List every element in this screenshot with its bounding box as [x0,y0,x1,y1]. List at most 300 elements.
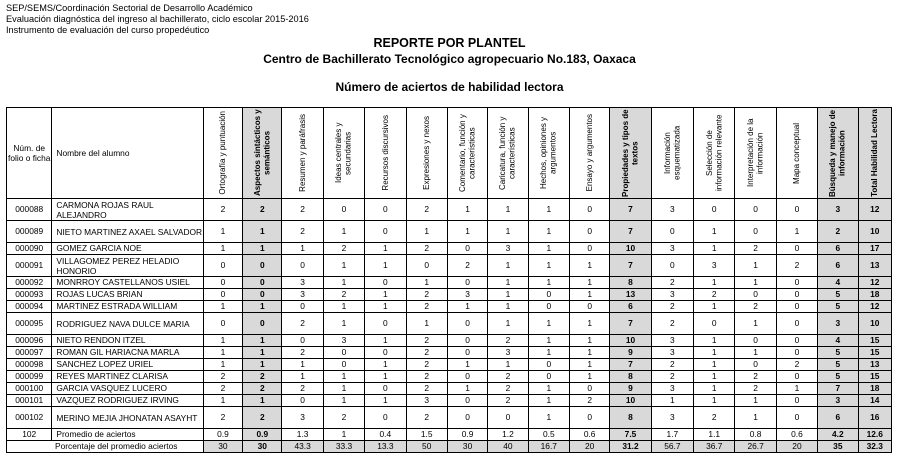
column-header: Ensayo y argumentos [569,108,609,199]
score-cell: 1 [406,221,447,243]
table-row [7,383,892,395]
score-cell: 1 [323,277,364,289]
score-cell: 0 [776,347,817,359]
score-cell: 1 [735,347,776,359]
score-cell: 10 [610,395,651,407]
score-cell: 1 [569,289,609,301]
score-cell: 0 [776,289,817,301]
score-cell: 0 [203,277,242,289]
score-cell: 1 [365,255,406,277]
percentage-cell: 16.7 [528,441,569,453]
score-cell: 4 [818,277,858,289]
score-cell: 1 [243,347,282,359]
score-cell: 2 [243,199,282,221]
score-cell: 2 [735,301,776,313]
average-row [7,429,892,441]
score-cell: 3 [818,199,858,221]
score-cell: 3 [282,277,323,289]
score-cell: 1 [694,221,735,243]
score-cell: 15 [858,371,892,383]
score-cell: 16 [858,407,892,429]
score-cell: 0 [282,335,323,347]
score-cell: 0 [569,301,609,313]
score-cell: 1 [243,395,282,407]
score-cell: 5 [818,347,858,359]
score-cell: 4 [818,335,858,347]
score-cell: 3 [282,407,323,429]
column-header: Comentario, función y características [447,108,487,199]
score-cell: 15 [858,347,892,359]
score-cell: 18 [858,383,892,395]
score-cell: 2 [323,289,364,301]
student-name-cell: MARTINEZ ESTRADA WILLIAM [52,301,203,313]
score-cell: 1 [569,371,609,383]
score-cell: 6 [610,301,651,313]
score-cell: 0 [203,255,242,277]
folio-cell: 000094 [7,301,52,313]
score-cell: 0 [365,347,406,359]
score-cell: 1 [323,255,364,277]
score-cell: 1 [323,371,364,383]
score-cell: 1 [694,359,735,371]
score-cell: 1 [528,335,569,347]
score-cell: 2 [694,289,735,301]
score-cell: 1 [735,407,776,429]
score-cell: 0 [569,243,609,255]
score-cell: 3 [818,313,858,335]
score-cell: 2 [488,371,528,383]
score-cell: 0 [694,313,735,335]
score-cell: 0 [406,255,447,277]
score-cell: 2 [488,383,528,395]
percentage-cell: 31.2 [610,441,651,453]
header-line-3: Instrumento de evaluación del curso propedéutico [6,25,210,35]
score-cell: 0 [365,221,406,243]
score-cell: 15 [858,335,892,347]
table-row [7,313,892,335]
folio-cell: 000093 [7,289,52,301]
average-cell: 0.9 [203,429,242,441]
score-cell: 0 [776,301,817,313]
score-cell: 1 [365,243,406,255]
percentage-row [7,441,892,453]
column-header: Selección de información relevante [694,108,735,199]
score-cell: 6 [818,255,858,277]
score-cell: 0 [447,407,487,429]
table-row [7,301,892,313]
score-cell: 2 [776,255,817,277]
score-cell: 0 [203,313,242,335]
score-cell: 8 [610,407,651,429]
score-cell: 3 [651,199,693,221]
score-cell: 1 [694,347,735,359]
score-cell: 6 [818,407,858,429]
score-cell: 1 [282,371,323,383]
score-cell: 0 [651,221,693,243]
score-cell: 1 [528,243,569,255]
average-cell: 12.6 [858,429,892,441]
score-cell: 3 [323,335,364,347]
score-cell: 6 [818,243,858,255]
score-cell: 0 [365,277,406,289]
score-cell: 2 [406,335,447,347]
score-cell: 2 [203,383,242,395]
score-cell: 1 [735,277,776,289]
score-cell: 1 [365,335,406,347]
score-cell: 5 [818,301,858,313]
score-cell: 1 [488,359,528,371]
score-cell: 0 [282,301,323,313]
score-cell: 5 [818,289,858,301]
table-row [7,347,892,359]
student-name-cell: NIETO RENDON ITZEL [52,335,203,347]
score-cell: 1 [203,359,242,371]
percentage-cell: 20 [569,441,609,453]
column-header: Aspectos sintácticos y semánticos [243,108,282,199]
score-cell: 1 [651,395,693,407]
score-cell: 0 [528,301,569,313]
score-cell: 1 [528,313,569,335]
score-cell: 2 [406,199,447,221]
score-cell: 0 [282,395,323,407]
score-cell: 0 [243,313,282,335]
score-cell: 10 [858,221,892,243]
score-cell: 2 [694,407,735,429]
score-cell: 1 [447,301,487,313]
score-cell: 1 [365,395,406,407]
score-cell: 3 [651,383,693,395]
score-cell: 9 [610,383,651,395]
score-cell: 0 [694,199,735,221]
score-cell: 1 [694,335,735,347]
score-cell: 2 [651,277,693,289]
column-header: Búsqueda y manejo de información [818,108,858,199]
score-cell: 1 [365,359,406,371]
score-cell: 2 [243,407,282,429]
score-cell: 1 [488,199,528,221]
score-cell: 1 [528,255,569,277]
score-cell: 1 [528,221,569,243]
column-header: Ideas centrales y secundarias [323,108,364,199]
score-cell: 3 [651,243,693,255]
score-cell: 3 [406,395,447,407]
score-cell: 3 [651,347,693,359]
score-cell: 2 [488,395,528,407]
table-row [7,395,892,407]
score-cell: 1 [694,383,735,395]
student-name-cell: RODRIGUEZ NAVA DULCE MARIA [52,313,203,335]
score-cell: 2 [406,243,447,255]
score-cell: 2 [406,383,447,395]
percentage-cell: 32.3 [858,441,892,453]
score-cell: 1 [243,335,282,347]
score-cell: 0 [735,199,776,221]
score-cell: 2 [323,407,364,429]
score-cell: 0 [776,243,817,255]
table-row [7,359,892,371]
score-cell: 2 [406,371,447,383]
average-cell: 0.9 [447,429,487,441]
score-cell: 1 [243,359,282,371]
average-cell: 1.1 [694,429,735,441]
score-cell: 0 [776,199,817,221]
student-name-cell: ROMAN GIL HARIACNA MARLA [52,347,203,359]
score-cell: 0 [447,371,487,383]
average-cell: 4.2 [818,429,858,441]
score-cell: 12 [858,277,892,289]
score-cell: 5 [818,371,858,383]
score-cell: 1 [243,301,282,313]
table-row [7,255,892,277]
folio-cell: 000089 [7,221,52,243]
score-cell: 1 [569,335,609,347]
percentage-cell: 30 [447,441,487,453]
score-cell: 2 [282,221,323,243]
student-name-cell: MONRROY CASTELLANOS USIEL [52,277,203,289]
score-cell: 3 [282,289,323,301]
column-header: Mapa conceptual [776,108,817,199]
percentage-cell: 43.3 [282,441,323,453]
score-cell: 1 [735,313,776,335]
score-cell: 12 [858,301,892,313]
score-cell: 1 [735,395,776,407]
score-cell: 2 [323,243,364,255]
score-cell: 1 [203,301,242,313]
score-cell: 1 [447,359,487,371]
score-cell: 1 [365,301,406,313]
score-cell: 9 [610,347,651,359]
percentage-cell: 13.3 [365,441,406,453]
table-row [7,277,892,289]
score-cell: 2 [651,359,693,371]
score-cell: 3 [818,395,858,407]
score-cell: 2 [447,255,487,277]
column-header: Interpretación de la información [735,108,776,199]
score-cell: 2 [203,199,242,221]
score-cell: 0 [735,221,776,243]
percentage-cell: 20 [776,441,817,453]
percentage-label: Porcentaje del promedio aciertos [7,441,204,453]
score-cell: 8 [610,371,651,383]
score-cell: 13 [858,359,892,371]
column-header: Resumen y paráfrasis [282,108,323,199]
folio-cell: 000096 [7,335,52,347]
score-cell: 1 [776,383,817,395]
average-cell: 0.4 [365,429,406,441]
student-name-cell: NIETO MARTINEZ AXAEL SALVADOR [52,221,203,243]
report-subtitle: Número de aciertos de habilidad lectora [335,80,564,94]
student-name-cell: CARMONA ROJAS RAUL ALEJANDRO [52,199,203,221]
percentage-cell: 33.3 [323,441,364,453]
score-cell: 0 [243,289,282,301]
score-cell: 0 [447,395,487,407]
average-cell: 1.7 [651,429,693,441]
percentage-cell: 56.7 [651,441,693,453]
score-cell: 2 [406,289,447,301]
table-row [7,335,892,347]
score-cell: 1 [528,395,569,407]
score-cell: 14 [858,395,892,407]
score-cell: 0 [735,289,776,301]
score-cell: 2 [776,359,817,371]
score-cell: 1 [282,359,323,371]
score-cell: 1 [323,221,364,243]
score-cell: 0 [776,407,817,429]
average-cell: 0.8 [735,429,776,441]
score-cell: 0 [735,359,776,371]
score-cell: 1 [488,301,528,313]
score-cell: 1 [488,277,528,289]
average-cell: 0.5 [528,429,569,441]
score-cell: 3 [651,335,693,347]
score-cell: 7 [610,255,651,277]
score-cell: 7 [610,221,651,243]
score-cell: 0 [282,255,323,277]
column-header: Recursos discursivos [365,108,406,199]
score-cell: 0 [569,407,609,429]
score-cell: 0 [651,255,693,277]
score-cell: 0 [243,255,282,277]
score-cell: 1 [203,335,242,347]
score-cell: 1 [203,221,242,243]
score-cell: 7 [610,199,651,221]
percentage-cell: 30 [243,441,282,453]
score-cell: 1 [694,395,735,407]
name-header: Nombre del alumno [52,108,203,199]
score-cell: 0 [365,199,406,221]
score-cell: 2 [651,313,693,335]
student-name-cell: VAZQUEZ RODRIGUEZ IRVING [52,395,203,407]
score-cell: 2 [406,359,447,371]
school-name: Centro de Bachillerato Tecnológico agropecuario No.183, Oaxaca [263,52,636,66]
score-cell: 1 [569,277,609,289]
score-cell: 0 [447,243,487,255]
score-cell: 1 [694,371,735,383]
score-cell: 0 [528,289,569,301]
score-cell: 2 [406,347,447,359]
score-cell: 2 [735,243,776,255]
score-cell: 0 [528,359,569,371]
column-header: Expresiones y nexos [406,108,447,199]
score-cell: 3 [488,243,528,255]
percentage-cell: 30 [203,441,242,453]
column-header: Total Habilidad Lectora [858,108,892,199]
score-cell: 1 [694,243,735,255]
score-cell: 1 [569,347,609,359]
score-cell: 2 [651,301,693,313]
score-cell: 0 [776,395,817,407]
score-cell: 1 [406,277,447,289]
score-cell: 2 [243,371,282,383]
score-cell: 3 [488,347,528,359]
score-cell: 3 [651,289,693,301]
score-cell: 2 [735,383,776,395]
folio-cell: 000097 [7,347,52,359]
score-cell: 7 [610,359,651,371]
score-cell: 1 [528,199,569,221]
percentage-cell: 50 [406,441,447,453]
score-cell: 3 [651,407,693,429]
score-cell: 13 [858,255,892,277]
score-cell: 7 [818,383,858,395]
score-cell: 1 [694,277,735,289]
column-header: Caricatura, función y características [488,108,528,199]
score-cell: 17 [858,243,892,255]
scores-table [6,107,892,453]
score-cell: 1 [447,383,487,395]
average-cell: 0.6 [569,429,609,441]
score-cell: 2 [282,199,323,221]
score-cell: 1 [323,313,364,335]
score-cell: 1 [528,347,569,359]
count-cell: 102 [7,429,52,441]
score-cell: 1 [203,395,242,407]
score-cell: 0 [203,289,242,301]
score-cell: 1 [282,243,323,255]
score-cell: 13 [610,289,651,301]
column-header: Información esquematizada [651,108,693,199]
score-cell: 2 [569,395,609,407]
folio-cell: 000088 [7,199,52,221]
score-cell: 0 [735,335,776,347]
score-cell: 2 [203,371,242,383]
folio-cell: 000095 [7,313,52,335]
percentage-cell: 26.7 [735,441,776,453]
score-cell: 1 [528,383,569,395]
score-cell: 2 [282,313,323,335]
score-cell: 0 [488,407,528,429]
score-cell: 1 [776,221,817,243]
score-cell: 0 [365,313,406,335]
score-cell: 2 [651,371,693,383]
table-row [7,289,892,301]
table-row [7,371,892,383]
score-cell: 1 [243,243,282,255]
score-cell: 0 [365,383,406,395]
folio-cell: 000098 [7,359,52,371]
percentage-cell: 36.7 [694,441,735,453]
score-cell: 1 [365,371,406,383]
score-cell: 0 [776,335,817,347]
folio-cell: 000090 [7,243,52,255]
average-cell: 1 [323,429,364,441]
student-name-cell: MERINO MEJIA JHONATAN ASAYHT [52,407,203,429]
score-cell: 2 [406,301,447,313]
column-header: Propiedades y tipos de textos [610,108,651,199]
score-cell: 8 [610,277,651,289]
report-title: REPORTE POR PLANTEL [373,36,526,50]
score-cell: 2 [488,335,528,347]
score-cell: 1 [243,221,282,243]
score-cell: 0 [528,371,569,383]
score-cell: 1 [528,407,569,429]
score-cell: 0 [776,277,817,289]
average-cell: 1.2 [488,429,528,441]
folio-cell: 000101 [7,395,52,407]
score-cell: 0 [323,199,364,221]
folio-cell: 000100 [7,383,52,395]
average-cell: 7.5 [610,429,651,441]
score-cell: 18 [858,289,892,301]
average-cell: 1.3 [282,429,323,441]
student-name-cell: REYES MARTINEZ CLARISA [52,371,203,383]
score-cell: 3 [447,289,487,301]
student-name-cell: GARCIA VASQUEZ LUCERO [52,383,203,395]
score-cell: 1 [203,347,242,359]
score-cell: 0 [447,277,487,289]
score-cell: 1 [323,301,364,313]
score-cell: 0 [243,277,282,289]
